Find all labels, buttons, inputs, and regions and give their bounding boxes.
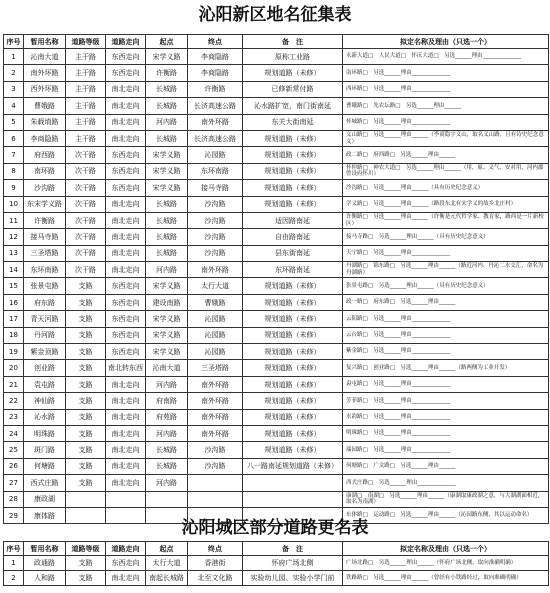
- road-start: 河内路: [146, 475, 188, 491]
- road-direction: 南北走向: [106, 212, 146, 228]
- road-direction: 南北走向: [106, 196, 146, 212]
- road-name: 李商隐路: [24, 130, 66, 146]
- naming-reason[interactable]: 怀城路□ 另选______理由______________: [343, 114, 549, 130]
- road-start: 宋学义路: [146, 180, 188, 196]
- row-number: 2: [4, 571, 24, 586]
- row-number: 13: [4, 245, 24, 261]
- road-end: 太行大道: [188, 278, 243, 294]
- road-grade: 次干路: [66, 196, 106, 212]
- naming-reason[interactable]: 南环路□ 另选______理由______________: [343, 65, 549, 81]
- row-number: 5: [4, 114, 24, 130]
- road-grade: 主干路: [66, 65, 106, 81]
- table-row: [4, 360, 549, 376]
- table-row: [4, 65, 549, 81]
- road-start: 河内路: [146, 262, 188, 278]
- road-start: 宋学义路: [146, 147, 188, 163]
- road-direction: 南北走向: [106, 376, 146, 392]
- table-row: [4, 571, 549, 586]
- road-end: 南外环路: [188, 114, 243, 130]
- road-grade: 主干路: [66, 49, 106, 65]
- road-start: 河内路: [146, 114, 188, 130]
- road-direction: 东西走向: [106, 180, 146, 196]
- road-start: [146, 491, 188, 507]
- road-end: 东环南路: [188, 163, 243, 179]
- table-row: [4, 491, 549, 507]
- row-number: 22: [4, 393, 24, 409]
- road-direction: 东西走向: [106, 163, 146, 179]
- road-note: 规划道路（未修）: [243, 278, 343, 294]
- road-start: 长城路: [146, 229, 188, 245]
- table-row: [4, 196, 549, 212]
- table-row: [4, 180, 549, 196]
- road-note: 规划道路（未修）: [243, 65, 343, 81]
- road-note: 规划道路（未修）: [243, 147, 343, 163]
- road-direction: 南北走向: [106, 571, 146, 586]
- road-end: 南外环路: [188, 262, 243, 278]
- road-grade: 次干路: [66, 262, 106, 278]
- road-end: 沙沟路: [188, 229, 243, 245]
- road-direction: 东西走向: [106, 65, 146, 81]
- road-direction: 东西走向: [106, 147, 146, 163]
- road-name: 曹娥路: [24, 98, 66, 114]
- road-start: 府苑路: [146, 409, 188, 425]
- road-note: 规划道路（未修）: [243, 311, 343, 327]
- road-start: 许衡路: [146, 65, 188, 81]
- road-note: 规划道路（未修）: [243, 376, 343, 392]
- table-row: [4, 409, 549, 425]
- road-direction: 南北走向: [106, 81, 146, 97]
- road-name: 政通路: [24, 556, 66, 571]
- row-number: 10: [4, 196, 24, 212]
- header-direction: 道路走向: [106, 35, 146, 49]
- road-grade: 支路: [66, 409, 106, 425]
- road-name: 朱载堉路: [24, 114, 66, 130]
- road-note: 规划道路（未修）: [243, 425, 343, 441]
- row-number: 7: [4, 147, 24, 163]
- road-end: 曹娥路: [188, 294, 243, 310]
- table-row: [4, 163, 549, 179]
- road-name: 紫金顶路: [24, 344, 66, 360]
- road-note: 规划道路（未修）: [243, 196, 343, 212]
- road-direction: 南北转东西: [106, 360, 146, 376]
- naming-reason[interactable]: 云台路□ 另选______理由______________: [343, 327, 549, 343]
- road-grade: [66, 491, 106, 507]
- row-number: 3: [4, 81, 24, 97]
- road-grade: 支路: [66, 376, 106, 392]
- header-no: 序号: [4, 35, 24, 49]
- table-row: [4, 327, 549, 343]
- row-number: 17: [4, 311, 24, 327]
- road-note: 东关大街南延: [243, 114, 343, 130]
- table-row: [4, 278, 549, 294]
- row-number: 24: [4, 425, 24, 441]
- table-row: [4, 344, 549, 360]
- row-number: 1: [4, 49, 24, 65]
- header-name: 暂用名称: [24, 542, 66, 556]
- road-start: 宋学义路: [146, 327, 188, 343]
- road-end: 沁园路: [188, 327, 243, 343]
- road-start: 府南路: [146, 393, 188, 409]
- road-name: 斑门路: [24, 442, 66, 458]
- table-row: [4, 556, 549, 571]
- road-name: 东环南路: [24, 262, 66, 278]
- road-end: 沙沟路: [188, 196, 243, 212]
- naming-reason[interactable]: 紫金路□ 另选______理由______________: [343, 344, 549, 360]
- road-end: 沙沟路: [188, 212, 243, 228]
- road-name: 三圣塔路: [24, 245, 66, 261]
- road-start: 宋学义路: [146, 311, 188, 327]
- naming-reason[interactable]: 许衡路□ 另选______理由______（许衡是元代哲学家、教育家，路西是一片新校区）: [343, 212, 549, 228]
- naming-reason[interactable]: 西式庄路□ 另选______理由______________: [343, 475, 549, 491]
- header-reason: 拟定名称及理由（只选一个）: [343, 35, 549, 49]
- road-end: 李商隐路: [188, 65, 243, 81]
- row-number: 12: [4, 229, 24, 245]
- table-row: [4, 114, 549, 130]
- naming-reason[interactable]: 瑞园路□ 另选______理由______________: [343, 442, 549, 458]
- road-end: 沁园路: [188, 147, 243, 163]
- road-note: 实验幼儿园、实验小学门前: [243, 571, 343, 586]
- road-note: 规划道路（未修）: [243, 180, 343, 196]
- naming-reason[interactable]: 丹湖路□ 锦东路□ 另选______理由______（路近河内、丹沁二水交汇，命名为丹湖路）: [343, 262, 549, 278]
- road-grade: 次干路: [66, 180, 106, 196]
- road-note: 规划道路（未修）: [243, 130, 343, 146]
- road-start: 沁南大道: [146, 360, 188, 376]
- table-row: [4, 458, 549, 474]
- road-start: 长城路: [146, 98, 188, 114]
- row-number: 18: [4, 327, 24, 343]
- row-number: 29: [4, 507, 24, 523]
- road-end: 沁园路: [188, 344, 243, 360]
- naming-reason[interactable]: 袁屯路□ 另选______理由______________: [343, 376, 549, 392]
- header-grade: 道路等级: [66, 542, 106, 556]
- road-name: 何塘路: [24, 458, 66, 474]
- road-grade: 主干路: [66, 81, 106, 97]
- road-direction: 南北走向: [106, 262, 146, 278]
- road-end: [188, 475, 243, 491]
- place-name-table: [3, 34, 549, 524]
- table-row: [4, 245, 549, 261]
- road-end: 沙沟路: [188, 245, 243, 261]
- naming-reason[interactable]: 政一路□ 府东路□ 另选______理由______: [343, 294, 549, 310]
- row-number: 6: [4, 130, 24, 146]
- road-direction: 南北走向: [106, 130, 146, 146]
- naming-reason[interactable]: 康湖□ 南湖□ 另选______理由______（康湖取康政湖之意，与大湖湖面相近，取名为南湖）: [343, 491, 549, 507]
- road-start: 宋学义路: [146, 278, 188, 294]
- road-direction: 南北走向: [106, 229, 146, 245]
- road-direction: 南北走向: [106, 425, 146, 441]
- road-name: 府东路: [24, 294, 66, 310]
- road-start: 长城路: [146, 442, 188, 458]
- road-grade: 主干路: [66, 114, 106, 130]
- road-note: 原称工业路: [243, 49, 343, 65]
- road-direction: 南北走向: [106, 98, 146, 114]
- naming-reason[interactable]: 义山路□ 另选______理由______（李商隐字义山，取名义山路，且有诗史纪念意义）: [343, 130, 549, 146]
- header-no: 序号: [4, 542, 24, 556]
- road-direction: 南北走向: [106, 442, 146, 458]
- road-name: 青天河路: [24, 311, 66, 327]
- table-row: [4, 393, 549, 409]
- road-note: 规划道路（未修）: [243, 360, 343, 376]
- road-name: 西外环路: [24, 81, 66, 97]
- road-name: 康政湖: [24, 491, 66, 507]
- road-end: 许衡路: [188, 81, 243, 97]
- road-note: 规划道路（未修）: [243, 163, 343, 179]
- row-number: 15: [4, 278, 24, 294]
- road-name: 许衡路: [24, 212, 66, 228]
- road-end: 沙沟路: [188, 442, 243, 458]
- road-note: 规划道路（未修）: [243, 442, 343, 458]
- naming-reason[interactable]: 曹娥路□ 先农坛路□ 另选______理由______: [343, 98, 549, 114]
- road-grade: 支路: [66, 442, 106, 458]
- header-name: 暂用名称: [24, 35, 66, 49]
- table-header-row: [4, 35, 549, 49]
- road-name: 沁水路: [24, 409, 66, 425]
- row-number: 25: [4, 442, 24, 458]
- road-note: 已修新常付路: [243, 81, 343, 97]
- road-note: 规划道路（未修）: [243, 344, 343, 360]
- naming-reason[interactable]: 明珠路□ 另选______理由______________: [343, 425, 549, 441]
- road-end: 沙沟路: [188, 458, 243, 474]
- naming-reason[interactable]: 沙沟路□ 另选______理由______（具有历史纪念意义）: [343, 180, 549, 196]
- row-number: 21: [4, 376, 24, 392]
- road-note: 规划道路（未修）: [243, 393, 343, 409]
- road-name: 沁南大道: [24, 49, 66, 65]
- naming-reason[interactable]: 怀仲路□ 神农大道□ 另选______理由______（用，原、义气、安对用，河内郡曾设府怀川）: [343, 163, 549, 179]
- road-start: 长城路: [146, 212, 188, 228]
- road-start: 长城路: [146, 196, 188, 212]
- header-reason: 拟定名称及理由（只选一个）: [343, 542, 549, 556]
- naming-reason[interactable]: 天宁路□ 另选______理由______________: [343, 245, 549, 261]
- naming-reason[interactable]: 广场北路□ 另选______理由______（怀府广场北侧，取向准确明确）: [343, 556, 549, 571]
- road-start: 宋学义路: [146, 344, 188, 360]
- road-end: 长济高速公路: [188, 98, 243, 114]
- row-number: 27: [4, 475, 24, 491]
- road-direction: 南北走向: [106, 475, 146, 491]
- header-note: 备 注: [243, 542, 343, 556]
- table-row: [4, 376, 549, 392]
- table-row: [4, 130, 549, 146]
- road-grade: 支路: [66, 294, 106, 310]
- road-direction: 南北走向: [106, 114, 146, 130]
- road-start: 南起长城路: [146, 571, 188, 586]
- road-end: 南外环路: [188, 393, 243, 409]
- road-note: 县东街南延: [243, 245, 343, 261]
- title-rename: 沁阳城区部分道路更名表: [181, 518, 369, 538]
- naming-reason[interactable]: 学义路□ 另选______理由______（路段东北有宋学义的故乡北庄村）: [343, 196, 549, 212]
- road-note: 怀府广场北侧: [243, 556, 343, 571]
- header-end: 终点: [188, 35, 243, 49]
- road-end: 南外环路: [188, 376, 243, 392]
- road-note: 规划道路（未修）: [243, 294, 343, 310]
- road-grade: 次干路: [66, 229, 106, 245]
- road-grade: 支路: [66, 556, 106, 571]
- road-end: 南外环路: [188, 409, 243, 425]
- naming-reason[interactable]: 张景屯路□ 另选______理由______（具有历史纪念意义）: [343, 278, 549, 294]
- road-direction: 东西走向: [106, 327, 146, 343]
- header-note: 备 注: [243, 35, 343, 49]
- row-number: 4: [4, 98, 24, 114]
- road-name: 南外环路: [24, 65, 66, 81]
- table-row: [4, 311, 549, 327]
- road-end: 长济高速公路: [188, 130, 243, 146]
- road-end: 李商隐路: [188, 49, 243, 65]
- title-main: 沁阳新区地名征集表: [198, 5, 352, 25]
- naming-reason[interactable]: 何塘路□ 广文路□ 另选______理由______: [343, 458, 549, 474]
- table-row: [4, 212, 549, 228]
- row-number: 14: [4, 262, 24, 278]
- header-end: 终点: [188, 542, 243, 556]
- naming-reason[interactable]: 芳菲路□ 另选______理由______________: [343, 393, 549, 409]
- naming-reason[interactable]: 东体路□ 运动路□ 另选______理由______（沁园路东侧，其以运动命名）: [343, 507, 549, 523]
- table-row: [4, 98, 549, 114]
- road-note: [243, 491, 343, 507]
- road-note: 东环路南延: [243, 262, 343, 278]
- road-grade: 支路: [66, 278, 106, 294]
- road-note: 规划道路（未修）: [243, 409, 343, 425]
- road-end: 北至文化路: [188, 571, 243, 586]
- naming-reason[interactable]: 复兴路□ 创业路□ 另选______理由______（路两侧为工业开发）: [343, 360, 549, 376]
- road-grade: 支路: [66, 458, 106, 474]
- road-note: 沁水路扩宽，南门街南延: [243, 98, 343, 114]
- table-header-row: [4, 542, 549, 556]
- road-end: 香港街: [188, 556, 243, 571]
- road-grade: 支路: [66, 425, 106, 441]
- road-end: 沁园路: [188, 311, 243, 327]
- road-direction: 东西走向: [106, 344, 146, 360]
- road-name: 人和路: [24, 571, 66, 586]
- road-direction: 东西走向: [106, 278, 146, 294]
- row-number: 16: [4, 294, 24, 310]
- road-start: 河内路: [146, 425, 188, 441]
- road-start: 宋学义路: [146, 49, 188, 65]
- table-row: [4, 425, 549, 441]
- naming-reason[interactable]: 西环路□ 另选______理由______________: [343, 81, 549, 97]
- row-number: 28: [4, 491, 24, 507]
- road-name: 丹河路: [24, 327, 66, 343]
- road-start: 河内路: [146, 376, 188, 392]
- road-end: 三圣塔路: [188, 360, 243, 376]
- road-name: 明珠路: [24, 425, 66, 441]
- road-name: 沙沟路: [24, 180, 66, 196]
- naming-reason[interactable]: 接马寺路□ 另选______理由______（具有历史纪念意义）: [343, 229, 549, 245]
- naming-reason[interactable]: 水韵路□ 另选______理由______________: [343, 409, 549, 425]
- table-row: [4, 49, 549, 65]
- road-name: 西式庄路: [24, 475, 66, 491]
- road-direction: 南北走向: [106, 409, 146, 425]
- road-end: [188, 491, 243, 507]
- table-row: [4, 147, 549, 163]
- road-grade: 支路: [66, 475, 106, 491]
- road-note: [243, 475, 343, 491]
- road-end: 接马寺路: [188, 180, 243, 196]
- road-grade: 支路: [66, 360, 106, 376]
- road-grade: 支路: [66, 311, 106, 327]
- road-name: 接马寺路: [24, 229, 66, 245]
- road-start: 长城路: [146, 245, 188, 261]
- row-number: 26: [4, 458, 24, 474]
- naming-reason[interactable]: 云阳路□ 另选______理由______________: [343, 311, 549, 327]
- naming-reason[interactable]: 政二路□ 府西路□ 另选______理由______: [343, 147, 549, 163]
- road-grade: 次干路: [66, 147, 106, 163]
- road-note: 规划道路（未修）: [243, 327, 343, 343]
- road-end: 南外环路: [188, 425, 243, 441]
- road-note: 自由路南延: [243, 229, 343, 245]
- road-grade: 支路: [66, 571, 106, 586]
- road-direction: 东西走向: [106, 49, 146, 65]
- road-note: 八一路南延规划道路（未修）: [243, 458, 343, 474]
- road-grade: 支路: [66, 393, 106, 409]
- road-direction: 东西走向: [106, 294, 146, 310]
- road-start: 太行大道: [146, 556, 188, 571]
- road-grade: 主干路: [66, 98, 106, 114]
- road-grade: 支路: [66, 344, 106, 360]
- road-grade: 支路: [66, 327, 106, 343]
- row-number: 2: [4, 65, 24, 81]
- row-number: 19: [4, 344, 24, 360]
- road-direction: 南北走向: [106, 393, 146, 409]
- road-grade: 次干路: [66, 212, 106, 228]
- naming-reason[interactable]: 铁路路□ 另选______理由______（曾经有小铁路经过，取向准确明确）: [343, 571, 549, 586]
- road-start: 宋学义路: [146, 163, 188, 179]
- road-name: 府西路: [24, 147, 66, 163]
- road-start: 长城路: [146, 81, 188, 97]
- road-direction: [106, 491, 146, 507]
- road-name: 康体路: [24, 507, 66, 523]
- table-row: [4, 229, 549, 245]
- road-start: 建设南路: [146, 294, 188, 310]
- road-start: 长城路: [146, 458, 188, 474]
- road-note: 适因路南延: [243, 212, 343, 228]
- road-name: 东宋学义路: [24, 196, 66, 212]
- road-direction: 南北走向: [106, 245, 146, 261]
- road-name: 神仙路: [24, 393, 66, 409]
- header-start: 起点: [146, 542, 188, 556]
- road-name: 袁屯路: [24, 376, 66, 392]
- road-name: 张景屯路: [24, 278, 66, 294]
- row-number: 9: [4, 180, 24, 196]
- road-rename-table: [3, 541, 549, 586]
- header-direction: 道路走向: [106, 542, 146, 556]
- road-direction: 东西走向: [106, 556, 146, 571]
- table-row: [4, 475, 549, 491]
- road-name: 南环路: [24, 163, 66, 179]
- table-row: [4, 442, 549, 458]
- row-number: 20: [4, 360, 24, 376]
- row-number: 8: [4, 163, 24, 179]
- header-start: 起点: [146, 35, 188, 49]
- row-number: 11: [4, 212, 24, 228]
- road-grade: 次干路: [66, 163, 106, 179]
- table-row: [4, 294, 549, 310]
- header-grade: 道路等级: [66, 35, 106, 49]
- road-grade: 主干路: [66, 130, 106, 146]
- table-row: [4, 81, 549, 97]
- row-number: 1: [4, 556, 24, 571]
- table-row: [4, 262, 549, 278]
- naming-reason[interactable]: 永新大道□ 人民大道□ 怀庆大道□ 另选______理由______________: [343, 49, 549, 65]
- road-name: 创业路: [24, 360, 66, 376]
- road-start: 长城路: [146, 130, 188, 146]
- road-direction: 南北走向: [106, 458, 146, 474]
- road-grade: 次干路: [66, 245, 106, 261]
- row-number: 23: [4, 409, 24, 425]
- road-direction: 东西走向: [106, 311, 146, 327]
